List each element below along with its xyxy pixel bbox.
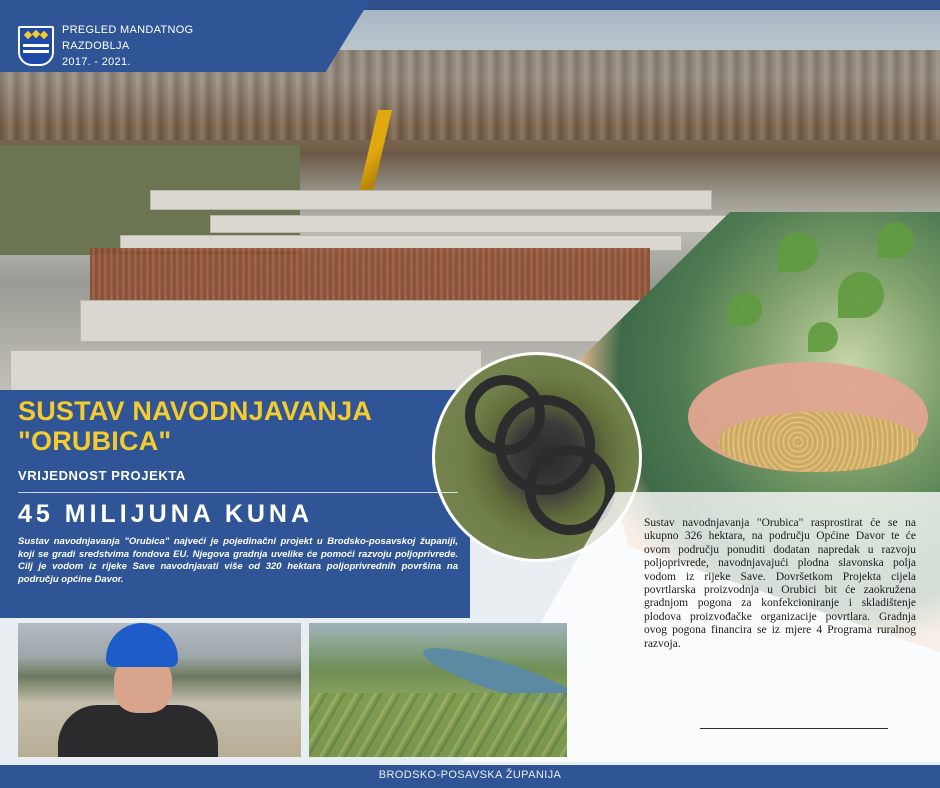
project-title (18, 396, 372, 456)
rebar-mesh (90, 248, 650, 308)
header-line-2: RAZDOBLJA (62, 40, 130, 52)
project-value-label: VRIJEDNOST PROJEKTA (18, 468, 186, 483)
aerial-village-photo (309, 623, 567, 757)
project-title-line-2: "ORUBICA" (18, 426, 172, 456)
project-value-amount: 45 MILIJUNA KUNA (18, 500, 314, 528)
project-details-text: Sustav navodnjavanja "Orubica" rasprostirat će se na ukupno 326 hektara, na području Općine Davor te će ovom području ponuditi dodatan napredak u razvoju poljoprivrede, navodnjavajući plodna slavonska polja vodom iz rijeke Save. Dovršetkom Projekta cijela povrtlarska proizvodnja u Orubici bit će zaokružena gradnjom pogona za konfekcioniranje i skladištenje plodova proizvođačke organizacije povrtlara. Gradnja ovog pogona financira se iz mjere 4 Programa ruralnog razvoja. (644, 517, 916, 650)
footer-text: BRODSKO-POSAVSKA ŽUPANIJA (378, 769, 562, 781)
signature-line (700, 728, 888, 729)
county-crest-icon (18, 26, 54, 66)
project-summary: Sustav navodnjavanja "Orubica" najveći je pojedinačni projekt u Brodsko-posavskoj županiji, koji se gradi sredstvima fondova EU. Njegova gradnja uvelike će pomoći razvoju poljoprivrede. Cilj je vodom iz rijeke Save navodnjavati više od 320 hektara poljoprivrednih površina na području općine Davor. (18, 536, 458, 585)
header-line-3: 2017. - 2021. (62, 56, 131, 68)
header-line-1: PREGLED MANDATNOG (62, 24, 194, 36)
official-with-helmet-photo (18, 623, 301, 757)
divider (18, 492, 458, 493)
header-text (62, 22, 193, 70)
hard-hat-icon (106, 623, 178, 667)
project-title-line-1: SUSTAV NAVODNJAVANJA (18, 396, 373, 426)
